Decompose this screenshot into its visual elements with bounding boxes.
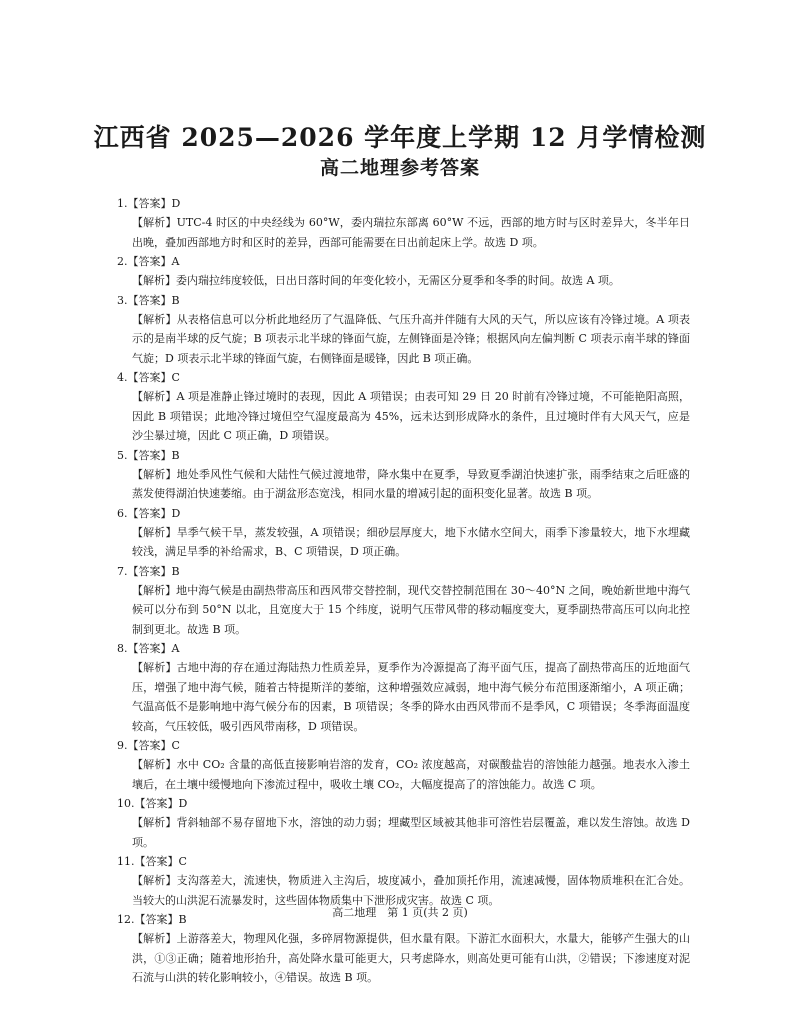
answer-key: 9.【答案】C <box>117 739 180 752</box>
answer-key: 2.【答案】A <box>117 255 180 268</box>
answer-item-8 <box>117 639 690 736</box>
answer-item-1 <box>117 194 690 252</box>
answer-explanation: 【解析】古地中海的存在通过海陆热力性质差异，夏季作为冷源提高了海平面气压，提高了副热带高压的近地面气压，增强了地中海气候，随着古特提斯洋的萎缩，这种增强效应减弱，地中海气候分布范围逐渐缩小，A 项正确；气温高低不是影响地中海气候分布的因素，B 项错误；冬季的降水由西风带而不是季风，C 项错误；冬季海面温度较高，气压较低，吸引西风带南移，D 项错误。 <box>132 661 690 733</box>
page-footer: 高二地理 第 1 页(共 2 页) <box>332 906 468 919</box>
answer-explanation: 【解析】上游落差大，物理风化强，多碎屑物源提供，但水量有限。下游汇水面积大，水量大，能够产生强大的山洪，①③正确；随着地形抬升，高处降水量可能更大，只考虑降水，则高处更可能有山洪，②错误；下渗速度对泥石流与山洪的转化影响较小，④错误。故选 B 项。 <box>132 932 690 984</box>
answer-item-11 <box>117 852 690 910</box>
answer-key: 1.【答案】D <box>117 197 181 210</box>
answer-key: 6.【答案】D <box>117 506 181 520</box>
document-title: 江西省 2025—2026 学年度上学期 12 月学情检测 <box>93 123 707 152</box>
answer-explanation: 【解析】UTC-4 时区的中央经线为 60°W，委内瑞拉东部离 60°W 不远，西部的地方时与区时差异大，冬半年日出晚，叠加西部地方时和区时的差异，西部可能需要在日出前起床上学。故选 D 项。 <box>132 216 690 249</box>
answer-item-2 <box>117 252 690 291</box>
answer-item-3 <box>117 291 690 369</box>
answer-item-12 <box>117 910 690 988</box>
answer-explanation: 【解析】支沟落差大，流速快，物质进入主沟后，坡度减小，叠加顶托作用，流速减慢，固体物质堆积在汇合处。当较大的山洪泥石流暴发时，这些固体物质集中下泄形成灾害。故选 C 项。 <box>132 874 690 907</box>
answer-item-4 <box>117 368 690 446</box>
answer-key: 11.【答案】C <box>117 855 187 868</box>
answer-list <box>117 194 690 988</box>
answer-key: 3.【答案】B <box>117 293 180 307</box>
answer-key: 5.【答案】B <box>117 448 180 462</box>
answer-key: 8.【答案】A <box>117 642 180 655</box>
answer-item-7 <box>117 562 690 640</box>
answer-item-5 <box>117 446 690 504</box>
answer-item-10 <box>117 794 690 852</box>
answer-explanation: 【解析】从表格信息可以分析此地经历了气温降低、气压升高并伴随有大风的天气，所以应该有冷锋过境。A 项表示的是南半球的反气旋；B 项表示北半球的锋面气旋，左侧锋面是冷锋；根据风向左偏判断 C 项表示南半球的锋面气旋；D 项表示北半球的锋面气旋，右侧锋面是暖锋，因此 B 项正确。 <box>132 312 690 365</box>
answer-key: 10.【答案】D <box>117 797 188 810</box>
answer-key: 4.【答案】C <box>117 371 180 384</box>
answer-explanation: 【解析】A 项是准静止锋过境时的表现，因此 A 项错误；由表可知 29 日 20 时前有冷锋过境，不可能艳阳高照，因此 B 项错误；此地冷锋过境但空气湿度最高为 45%，远未达到形成降水的条件，且过境时伴有大风天气，应是沙尘暴过境，因此 C 项正确，D 项错误。 <box>132 390 690 442</box>
answer-explanation: 【解析】地中海气候是由副热带高压和西风带交替控制，现代交替控制范围在 30～40°N 之间，晚始新世地中海气候可以分布到 50°N 以北，且宽度大于 15 个纬度，说明气压带风带的移动幅度变大，夏季副热带高压可以向北控制到更北。故选 B 项。 <box>132 583 690 636</box>
answer-explanation: 【解析】委内瑞拉纬度较低，日出日落时间的年变化较小，无需区分夏季和冬季的时间。故选 A 项。 <box>132 274 620 287</box>
answer-key: 12.【答案】B <box>117 913 187 926</box>
answer-item-9 <box>117 736 690 794</box>
answer-key: 7.【答案】B <box>117 564 180 578</box>
answer-item-6 <box>117 504 690 562</box>
answer-explanation: 【解析】背斜轴部不易存留地下水，溶蚀的动力弱；埋藏型区域被其他非可溶性岩层覆盖，难以发生溶蚀。故选 D 项。 <box>132 816 690 849</box>
document-subtitle: 高二地理参考答案 <box>319 157 480 179</box>
answer-explanation: 【解析】水中 CO₂ 含量的高低直接影响岩溶的发育，CO₂ 浓度越高，对碳酸盐岩的溶蚀能力越强。地表水入渗土壤后，在土壤中缓慢地向下渗流过程中，吸收土壤 CO₂，大幅度提高了的溶蚀能力。故选 C 项。 <box>132 758 690 791</box>
answer-explanation: 【解析】地处季风性气候和大陆性气候过渡地带，降水集中在夏季，导致夏季湖泊快速扩张，雨季结束之后旺盛的蒸发使得湖泊快速萎缩。由于湖盆形态宽浅，相同水量的增减引起的面积变化显著。故选 B 项。 <box>132 467 690 500</box>
answer-explanation: 【解析】旱季气候干旱，蒸发较强，A 项错误；细砂层厚度大，地下水储水空间大，雨季下渗量较大，地下水埋藏较浅，满足旱季的补给需求，B、C 项错误，D 项正确。 <box>132 525 690 558</box>
